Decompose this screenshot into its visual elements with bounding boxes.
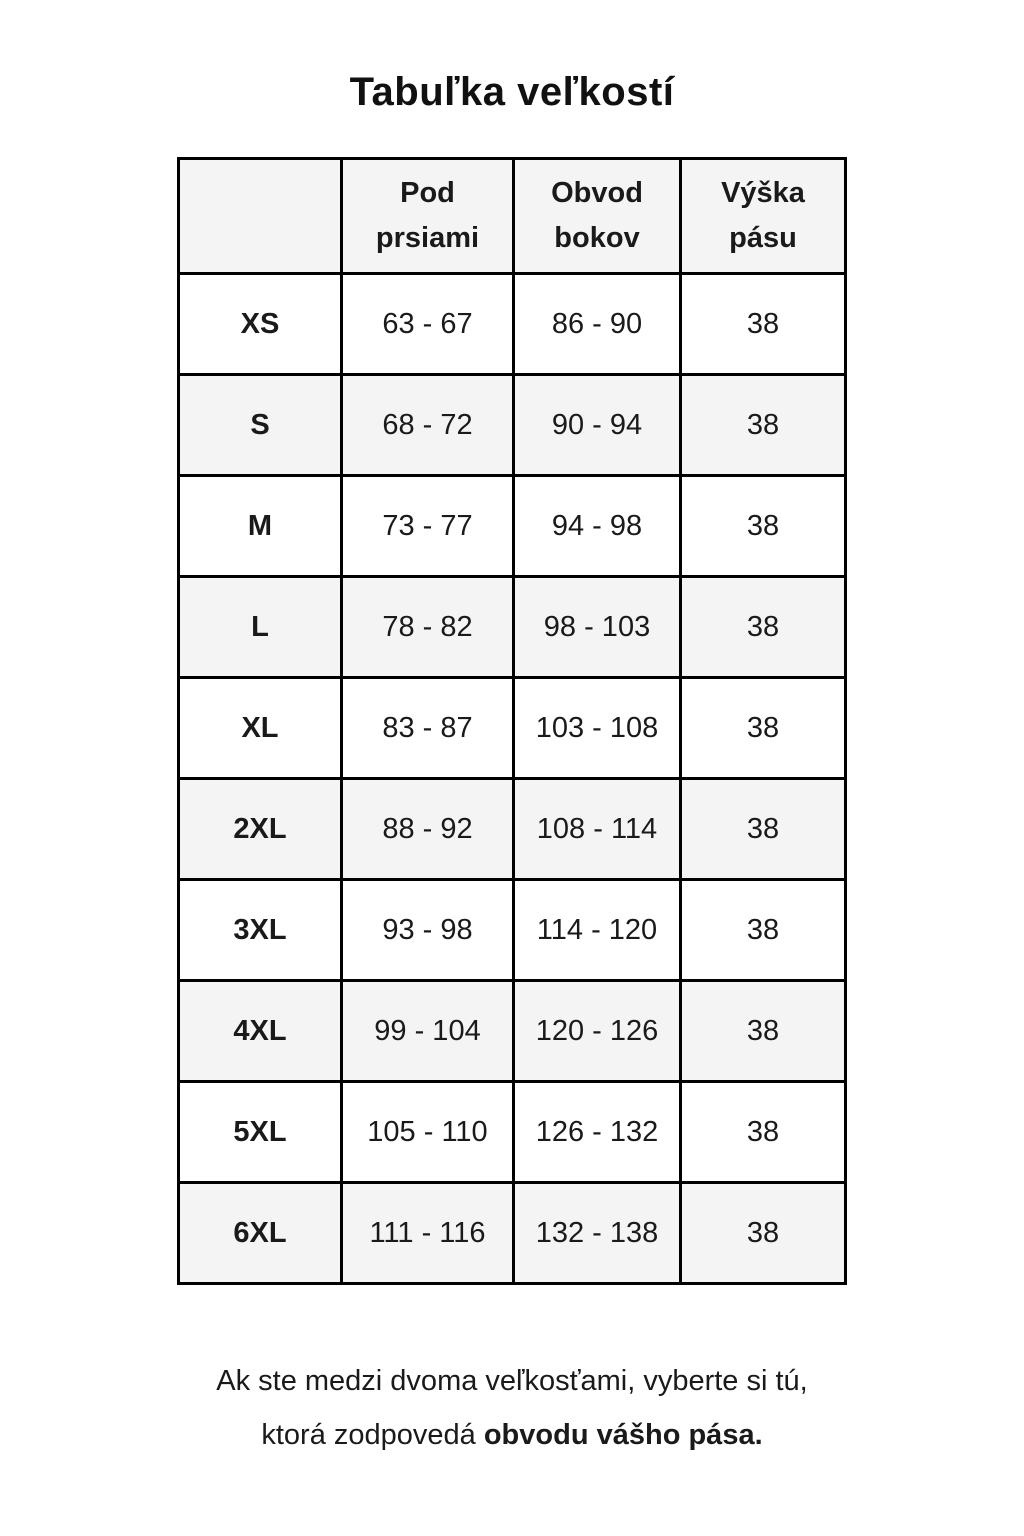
measurement-value: 88 - 92 [342,779,514,880]
measurement-value: 93 - 98 [342,880,514,981]
table-row [179,1183,846,1284]
size-label: 3XL [179,880,342,981]
footer-note [0,1355,1024,1462]
measurement-value: 90 - 94 [514,375,681,476]
measurement-value: 78 - 82 [342,577,514,678]
footer-line-1: Ak ste medzi dvoma veľkosťami, vyberte si tú, [216,1365,808,1397]
size-label: XL [179,678,342,779]
header-hips: Obvod bokov [514,159,681,274]
measurement-value: 126 - 132 [514,1082,681,1183]
page-title: Tabuľka veľkostí [349,70,675,114]
size-label: 6XL [179,1183,342,1284]
size-label: 4XL [179,981,342,1082]
measurement-value: 111 - 116 [342,1183,514,1284]
table-row [179,577,846,678]
measurement-value: 94 - 98 [514,476,681,577]
measurement-value: 38 [681,375,846,476]
table-row [179,779,846,880]
table-row [179,678,846,779]
size-table-body [179,274,846,1284]
table-row [179,476,846,577]
size-table [177,157,847,1285]
table-row [179,274,846,375]
size-table-header [179,159,846,274]
measurement-value: 132 - 138 [514,1183,681,1284]
measurement-value: 98 - 103 [514,577,681,678]
measurement-value: 68 - 72 [342,375,514,476]
size-label: L [179,577,342,678]
measurement-value: 99 - 104 [342,981,514,1082]
header-underbust: Pod prsiami [342,159,514,274]
measurement-value: 38 [681,1183,846,1284]
measurement-value: 38 [681,577,846,678]
size-label: 2XL [179,779,342,880]
measurement-value: 38 [681,274,846,375]
table-row [179,880,846,981]
measurement-value: 63 - 67 [342,274,514,375]
measurement-value: 38 [681,476,846,577]
measurement-value: 38 [681,981,846,1082]
table-row [179,375,846,476]
measurement-value: 105 - 110 [342,1082,514,1183]
header-row [179,159,846,274]
size-label: 5XL [179,1082,342,1183]
footer-line-2-normal: ktorá zodpovedá [261,1418,484,1451]
measurement-value: 86 - 90 [514,274,681,375]
measurement-value: 108 - 114 [514,779,681,880]
header-size-empty [179,159,342,274]
measurement-value: 38 [681,779,846,880]
measurement-value: 83 - 87 [342,678,514,779]
size-label: XS [179,274,342,375]
table-row [179,981,846,1082]
size-label: S [179,375,342,476]
measurement-value: 120 - 126 [514,981,681,1082]
measurement-value: 103 - 108 [514,678,681,779]
measurement-value: 73 - 77 [342,476,514,577]
measurement-value: 38 [681,880,846,981]
size-label: M [179,476,342,577]
table-row [179,1082,846,1183]
footer-line-2-bold: obvodu vášho pása. [483,1418,763,1451]
footer-line-2 [0,1409,1024,1463]
measurement-value: 38 [681,1082,846,1183]
measurement-value: 38 [681,678,846,779]
header-waist-height: Výška pásu [681,159,846,274]
measurement-value: 114 - 120 [514,880,681,981]
